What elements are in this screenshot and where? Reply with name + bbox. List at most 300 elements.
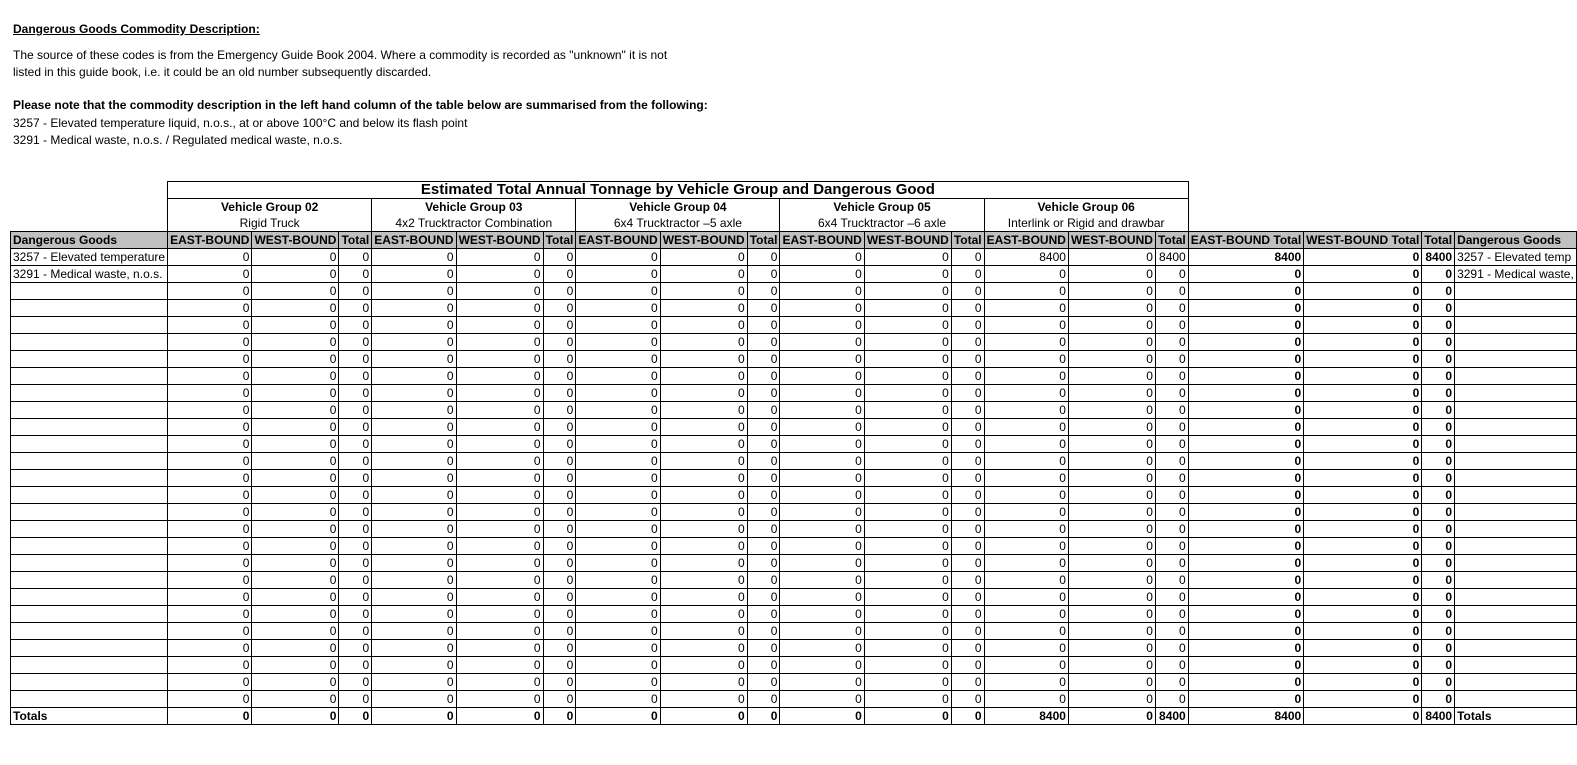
value-cell: 0: [984, 334, 1068, 351]
value-cell: 0: [780, 385, 864, 402]
value-cell: 0: [660, 419, 747, 436]
value-cell: 0: [1304, 266, 1422, 283]
value-cell: 0: [168, 606, 252, 623]
value-cell: 0: [576, 487, 660, 504]
value-cell: 0: [543, 317, 576, 334]
value-cell: 0: [864, 266, 951, 283]
header-west: WEST-BOUND: [252, 232, 339, 249]
value-cell: 0: [780, 317, 864, 334]
value-cell: 0: [780, 334, 864, 351]
value-cell: 0: [456, 351, 543, 368]
value-cell: 0: [543, 691, 576, 708]
dangerous-goods-cell: [11, 283, 168, 300]
value-cell: 0: [1304, 538, 1422, 555]
table-row: [11, 487, 1577, 504]
value-cell: 0: [660, 300, 747, 317]
source-paragraph-line-1: The source of these codes is from the Emergency Guide Book 2004. Where a commodity is recorded as "unknown" it is not: [13, 48, 668, 62]
value-cell: 0: [660, 317, 747, 334]
header-dangerous-goods-right: Dangerous Goods: [1455, 232, 1577, 249]
value-cell: 0: [372, 674, 456, 691]
value-cell: 0: [576, 623, 660, 640]
value-cell: 0: [984, 487, 1068, 504]
value-cell: 0: [984, 691, 1068, 708]
value-cell: 0: [252, 487, 339, 504]
value-cell: 0: [1068, 606, 1155, 623]
value-cell: 0: [543, 555, 576, 572]
dangerous-goods-cell: [11, 657, 168, 674]
value-cell: 0: [1068, 555, 1155, 572]
value-cell: 0: [168, 623, 252, 640]
value-cell: 0: [1188, 419, 1303, 436]
value-cell: 0: [951, 589, 984, 606]
value-cell: 0: [1304, 249, 1422, 266]
value-cell: 0: [543, 623, 576, 640]
value-cell: 0: [339, 453, 372, 470]
value-cell: 0: [747, 385, 780, 402]
value-cell: 0: [951, 606, 984, 623]
totals-row: [11, 708, 1577, 725]
vehicle-group-05-desc: 6x4 Trucktractor –6 axle: [780, 215, 984, 232]
value-cell: 0: [576, 334, 660, 351]
value-cell: 0: [372, 470, 456, 487]
value-cell: 0: [372, 385, 456, 402]
value-cell: 0: [168, 538, 252, 555]
value-cell: 0: [864, 300, 951, 317]
value-cell: 0: [1188, 317, 1303, 334]
value-cell: 0: [984, 385, 1068, 402]
value-cell: 0: [1068, 368, 1155, 385]
value-cell: 0: [543, 283, 576, 300]
value-cell: 0: [1304, 283, 1422, 300]
value-cell: 0: [339, 555, 372, 572]
value-cell: 0: [168, 453, 252, 470]
value-cell: 0: [984, 419, 1068, 436]
value-cell: 0: [1422, 453, 1455, 470]
value-cell: 0: [984, 266, 1068, 283]
value-cell: 0: [168, 351, 252, 368]
value-cell: 0: [780, 487, 864, 504]
value-cell: 0: [1155, 640, 1188, 657]
value-cell: 0: [456, 657, 543, 674]
dangerous-goods-right-cell: [1455, 521, 1577, 538]
table-row: [11, 402, 1577, 419]
value-cell: 0: [1068, 317, 1155, 334]
value-cell: 0: [543, 657, 576, 674]
value-cell: 0: [1422, 555, 1455, 572]
dangerous-goods-right-cell: 3291 - Medical waste,: [1455, 266, 1577, 283]
value-cell: 0: [951, 691, 984, 708]
value-cell: 0: [780, 368, 864, 385]
value-cell: 0: [456, 606, 543, 623]
value-cell: 0: [339, 623, 372, 640]
value-cell: 0: [747, 674, 780, 691]
value-cell: 0: [1068, 589, 1155, 606]
value-cell: 0: [1188, 691, 1303, 708]
value-cell: 0: [543, 249, 576, 266]
value-cell: 0: [372, 606, 456, 623]
value-cell: 0: [456, 487, 543, 504]
value-cell: 0: [1422, 470, 1455, 487]
value-cell: 0: [252, 470, 339, 487]
value-cell: 0: [1155, 674, 1188, 691]
header-total: Total: [747, 232, 780, 249]
dangerous-goods-right-cell: [1455, 487, 1577, 504]
value-cell: 0: [984, 436, 1068, 453]
value-cell: 0: [747, 351, 780, 368]
value-cell: 0: [339, 419, 372, 436]
value-cell: 0: [168, 436, 252, 453]
value-cell: 0: [1068, 436, 1155, 453]
value-cell: 0: [747, 436, 780, 453]
value-cell: 0: [576, 351, 660, 368]
value-cell: 0: [780, 623, 864, 640]
value-cell: 0: [864, 419, 951, 436]
section-title: Dangerous Goods Commodity Description:: [13, 22, 260, 36]
value-cell: 0: [1188, 521, 1303, 538]
dangerous-goods-cell: [11, 436, 168, 453]
value-cell: 0: [576, 674, 660, 691]
value-cell: 0: [1304, 606, 1422, 623]
value-cell: 0: [543, 300, 576, 317]
value-cell: 0: [168, 504, 252, 521]
value-cell: 0: [168, 640, 252, 657]
value-cell: 0: [372, 249, 456, 266]
value-cell: 0: [252, 351, 339, 368]
value-cell: 0: [1068, 623, 1155, 640]
value-cell: 0: [168, 521, 252, 538]
value-cell: 0: [339, 640, 372, 657]
value-cell: 0: [984, 470, 1068, 487]
value-cell: 0: [252, 555, 339, 572]
table-row: [11, 368, 1577, 385]
dangerous-goods-right-cell: [1455, 572, 1577, 589]
value-cell: 0: [1304, 334, 1422, 351]
dangerous-goods-right-cell: [1455, 691, 1577, 708]
value-cell: 0: [168, 657, 252, 674]
value-cell: 0: [1422, 640, 1455, 657]
value-cell: 0: [1155, 589, 1188, 606]
value-cell: 0: [168, 470, 252, 487]
value-cell: 0: [1155, 691, 1188, 708]
value-cell: 0: [339, 521, 372, 538]
value-cell: 0: [660, 555, 747, 572]
value-cell: 0: [984, 351, 1068, 368]
value-cell: 0: [543, 470, 576, 487]
value-cell: 0: [543, 266, 576, 283]
value-cell: 0: [1422, 521, 1455, 538]
value-cell: 0: [252, 691, 339, 708]
dangerous-goods-cell: [11, 317, 168, 334]
table-row: [11, 691, 1577, 708]
value-cell: 0: [543, 521, 576, 538]
value-cell: 0: [864, 657, 951, 674]
value-cell: 0: [1155, 300, 1188, 317]
value-cell: 0: [339, 538, 372, 555]
value-cell: 0: [339, 283, 372, 300]
value-cell: 0: [951, 436, 984, 453]
value-cell: 0: [660, 674, 747, 691]
header-total: Total: [543, 232, 576, 249]
header-east-total: EAST-BOUND Total: [1188, 232, 1303, 249]
value-cell: 0: [1155, 470, 1188, 487]
dangerous-goods-right-cell: [1455, 453, 1577, 470]
value-cell: 0: [864, 436, 951, 453]
dangerous-goods-cell: [11, 674, 168, 691]
table-row: [11, 623, 1577, 640]
value-cell: 0: [1188, 555, 1303, 572]
value-cell: 8400: [1422, 249, 1455, 266]
value-cell: 0: [1188, 283, 1303, 300]
value-cell: 0: [372, 453, 456, 470]
vehicle-group-03: Vehicle Group 03: [372, 199, 576, 216]
value-cell: 0: [339, 674, 372, 691]
value-cell: 0: [339, 249, 372, 266]
value-cell: 0: [780, 249, 864, 266]
value-cell: 0: [1422, 538, 1455, 555]
value-cell: 0: [339, 368, 372, 385]
value-cell: 0: [747, 589, 780, 606]
table-row: [11, 657, 1577, 674]
value-cell: 0: [252, 606, 339, 623]
dangerous-goods-right-cell: [1455, 300, 1577, 317]
dangerous-goods-cell: [11, 453, 168, 470]
value-cell: 0: [660, 572, 747, 589]
value-cell: 0: [747, 487, 780, 504]
value-cell: 0: [660, 368, 747, 385]
dangerous-goods-right-cell: [1455, 504, 1577, 521]
table-row: [11, 453, 1577, 470]
value-cell: 0: [864, 470, 951, 487]
value-cell: 0: [660, 521, 747, 538]
value-cell: 0: [951, 385, 984, 402]
value-cell: 0: [252, 453, 339, 470]
dangerous-goods-right-cell: [1455, 470, 1577, 487]
value-cell: 0: [864, 538, 951, 555]
value-cell: 0: [864, 334, 951, 351]
value-cell: 0: [864, 317, 951, 334]
value-cell: 0: [747, 521, 780, 538]
value-cell: 0: [168, 334, 252, 351]
value-cell: 0: [951, 300, 984, 317]
value-cell: 0: [660, 487, 747, 504]
value-cell: 0: [1422, 436, 1455, 453]
value-cell: 0: [252, 538, 339, 555]
header-east: EAST-BOUND: [984, 232, 1068, 249]
value-cell: 0: [951, 351, 984, 368]
dangerous-goods-right-cell: [1455, 657, 1577, 674]
value-cell: 0: [984, 623, 1068, 640]
value-cell: 0: [543, 538, 576, 555]
total-cell: 8400: [1155, 708, 1188, 725]
value-cell: 0: [1422, 589, 1455, 606]
value-cell: 0: [864, 640, 951, 657]
value-cell: 0: [747, 453, 780, 470]
value-cell: 0: [456, 453, 543, 470]
value-cell: 0: [984, 368, 1068, 385]
value-cell: 0: [780, 538, 864, 555]
dangerous-goods-cell: [11, 606, 168, 623]
total-cell: 0: [1304, 708, 1422, 725]
dangerous-goods-right-cell: [1455, 538, 1577, 555]
value-cell: 0: [576, 249, 660, 266]
value-cell: 0: [984, 606, 1068, 623]
value-cell: 0: [456, 623, 543, 640]
total-cell: 0: [747, 708, 780, 725]
value-cell: 0: [951, 504, 984, 521]
value-cell: 0: [1188, 402, 1303, 419]
value-cell: 0: [747, 538, 780, 555]
header-west: WEST-BOUND: [864, 232, 951, 249]
table-row: [11, 436, 1577, 453]
value-cell: 0: [780, 521, 864, 538]
value-cell: 0: [456, 572, 543, 589]
dangerous-goods-right-cell: [1455, 436, 1577, 453]
value-cell: 0: [576, 300, 660, 317]
value-cell: 0: [456, 385, 543, 402]
value-cell: 8400: [984, 249, 1068, 266]
value-cell: 0: [252, 572, 339, 589]
value-cell: 0: [576, 436, 660, 453]
value-cell: 0: [576, 555, 660, 572]
dangerous-goods-cell: 3291 - Medical waste, n.o.s.: [11, 266, 168, 283]
table-row: [11, 606, 1577, 623]
value-cell: 0: [339, 657, 372, 674]
value-cell: 0: [339, 589, 372, 606]
source-paragraph-line-2: listed in this guide book, i.e. it could be an old number subsequently discarded.: [13, 65, 432, 79]
value-cell: 0: [252, 266, 339, 283]
value-cell: 0: [456, 436, 543, 453]
value-cell: 0: [252, 521, 339, 538]
value-cell: 0: [984, 504, 1068, 521]
value-cell: 0: [660, 589, 747, 606]
value-cell: 0: [456, 470, 543, 487]
value-cell: 0: [252, 300, 339, 317]
value-cell: 0: [456, 334, 543, 351]
dangerous-goods-cell: [11, 487, 168, 504]
value-cell: 0: [1068, 572, 1155, 589]
value-cell: 0: [339, 606, 372, 623]
total-cell: 8400: [1188, 708, 1303, 725]
value-cell: 0: [372, 657, 456, 674]
value-cell: 0: [951, 538, 984, 555]
value-cell: 0: [660, 453, 747, 470]
value-cell: 0: [1155, 266, 1188, 283]
value-cell: 0: [1155, 385, 1188, 402]
value-cell: 0: [951, 470, 984, 487]
table-row: [11, 334, 1577, 351]
value-cell: 0: [864, 453, 951, 470]
table-row: [11, 504, 1577, 521]
value-cell: 0: [543, 589, 576, 606]
value-cell: 0: [456, 640, 543, 657]
value-cell: 0: [984, 453, 1068, 470]
table-row: [11, 266, 1577, 283]
table-row: [11, 470, 1577, 487]
value-cell: 0: [660, 657, 747, 674]
value-cell: 0: [1304, 351, 1422, 368]
value-cell: 0: [456, 419, 543, 436]
dangerous-goods-right-cell: [1455, 368, 1577, 385]
vehicle-group-05: Vehicle Group 05: [780, 199, 984, 216]
header-west: WEST-BOUND: [660, 232, 747, 249]
total-cell: 0: [372, 708, 456, 725]
description-3257: 3257 - Elevated temperature liquid, n.o.s., at or above 100°C and below its flash point: [13, 116, 468, 130]
value-cell: 0: [864, 351, 951, 368]
value-cell: 0: [747, 623, 780, 640]
value-cell: 0: [1422, 691, 1455, 708]
value-cell: 0: [252, 419, 339, 436]
value-cell: 0: [372, 317, 456, 334]
value-cell: 0: [660, 249, 747, 266]
value-cell: 0: [372, 368, 456, 385]
total-cell: 0: [660, 708, 747, 725]
value-cell: 0: [864, 589, 951, 606]
value-cell: 0: [168, 555, 252, 572]
value-cell: 0: [456, 317, 543, 334]
description-3291: 3291 - Medical waste, n.o.s. / Regulated medical waste, n.o.s.: [13, 133, 343, 147]
value-cell: 0: [456, 504, 543, 521]
value-cell: 0: [780, 266, 864, 283]
value-cell: 0: [864, 606, 951, 623]
value-cell: 0: [1068, 419, 1155, 436]
value-cell: 0: [576, 402, 660, 419]
value-cell: 0: [1068, 283, 1155, 300]
vehicle-group-04-desc: 6x4 Trucktractor –5 axle: [576, 215, 780, 232]
value-cell: 0: [1188, 572, 1303, 589]
dangerous-goods-right-cell: [1455, 555, 1577, 572]
value-cell: 0: [168, 691, 252, 708]
dangerous-goods-cell: [11, 368, 168, 385]
table-body: [11, 249, 1577, 708]
value-cell: 0: [1188, 606, 1303, 623]
dangerous-goods-right-cell: [1455, 589, 1577, 606]
value-cell: 0: [1068, 487, 1155, 504]
value-cell: 0: [339, 266, 372, 283]
value-cell: 0: [780, 436, 864, 453]
value-cell: 0: [984, 317, 1068, 334]
value-cell: 0: [1068, 657, 1155, 674]
value-cell: 0: [1068, 504, 1155, 521]
value-cell: 0: [780, 283, 864, 300]
value-cell: 0: [1422, 300, 1455, 317]
value-cell: 0: [984, 589, 1068, 606]
value-cell: 0: [1304, 385, 1422, 402]
value-cell: 0: [747, 606, 780, 623]
value-cell: 0: [747, 283, 780, 300]
value-cell: 0: [780, 589, 864, 606]
value-cell: 0: [1068, 402, 1155, 419]
value-cell: 0: [1422, 504, 1455, 521]
value-cell: 0: [660, 623, 747, 640]
value-cell: 0: [1155, 351, 1188, 368]
value-cell: 0: [576, 538, 660, 555]
value-cell: 0: [951, 555, 984, 572]
value-cell: 0: [747, 317, 780, 334]
value-cell: 0: [1155, 368, 1188, 385]
value-cell: 0: [576, 453, 660, 470]
value-cell: 0: [1188, 385, 1303, 402]
value-cell: 0: [660, 283, 747, 300]
value-cell: 0: [372, 572, 456, 589]
value-cell: 0: [1422, 317, 1455, 334]
value-cell: 0: [543, 334, 576, 351]
value-cell: 0: [951, 317, 984, 334]
value-cell: 0: [1188, 470, 1303, 487]
vehicle-group-03-desc: 4x2 Trucktractor Combination: [372, 215, 576, 232]
value-cell: 0: [576, 589, 660, 606]
value-cell: 0: [456, 402, 543, 419]
value-cell: 0: [780, 470, 864, 487]
